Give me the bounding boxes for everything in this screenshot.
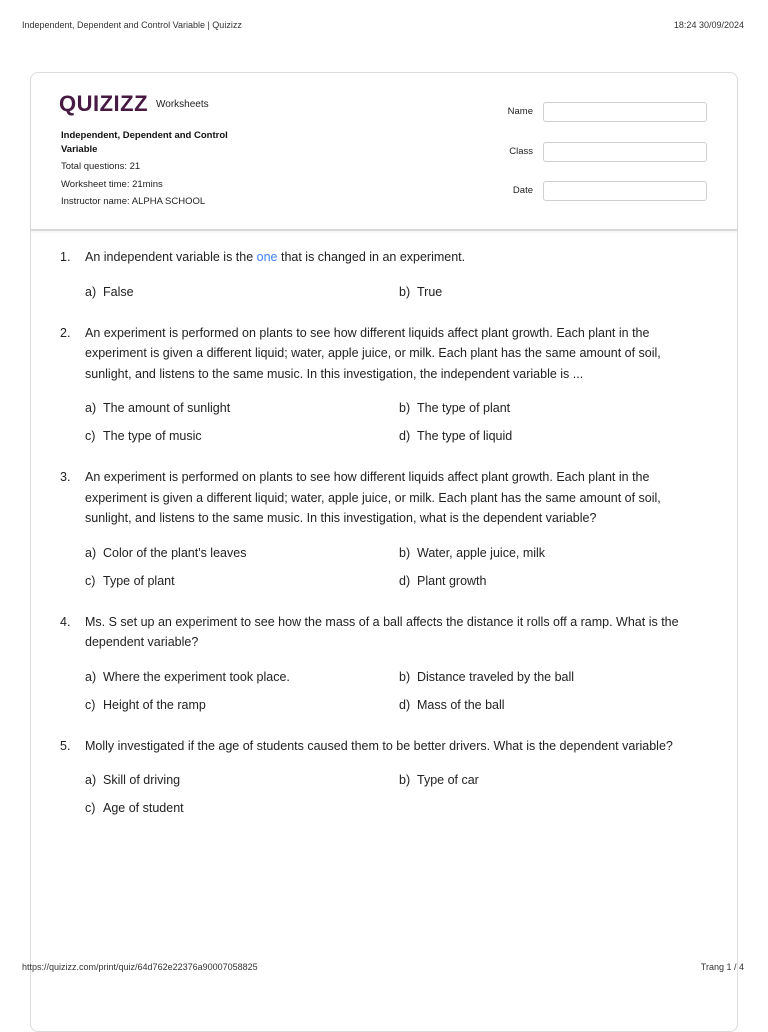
question-number: 1. [60,250,71,264]
option-letter: b) [399,401,411,415]
option-text: Age of student [103,801,184,815]
option-c [85,800,399,816]
question-text: An experiment is performed on plants to see how different liquids affect plant growth. Each plant in the experiment is given a different liquid; water, apple juice, or milk. Each plant has the same amount of soil, sunlight, and listens to the same music. In this investigation, what is the dependent variable? [85,470,661,525]
option-letter: a) [85,284,97,299]
option-text: The type of liquid [417,429,513,443]
option-text: False [103,284,134,299]
option-text: Skill of driving [103,773,181,787]
option-text: Plant growth [417,573,487,588]
quizizz-logo: QUIZIZZ [59,91,149,116]
option-letter: c) [85,801,96,815]
answer-options [85,400,680,444]
class-field[interactable] [543,142,707,162]
name-label: Name [507,106,533,117]
question-3 [60,470,680,589]
option-text: Water, apple juice, milk [417,545,546,560]
question-5 [60,739,680,817]
option-letter: a) [85,773,97,787]
option-text: The amount of sunlight [103,401,231,415]
question-number: 3. [60,470,71,484]
option-letter: b) [399,773,411,787]
option-letter: a) [85,401,97,415]
worksheets-label: Worksheets [156,99,209,110]
answer-options [85,284,680,300]
option-letter: a) [85,545,97,560]
option-letter: a) [85,669,97,684]
print-datetime: 18:24 30/09/2024 [673,20,744,30]
question-2 [60,326,680,445]
option-a [85,545,399,561]
option-b [399,400,699,416]
class-label: Class [509,146,533,157]
question-number: 5. [60,738,71,753]
option-text: The type of plant [417,401,511,415]
question-text-part: An independent variable is the [85,250,257,264]
question-text [85,247,680,268]
option-c [85,573,399,589]
option-text: The type of music [103,429,202,443]
option-b [399,284,699,300]
worksheet-header-card [31,73,737,231]
option-letter: b) [399,669,411,684]
option-letter: d) [399,697,411,712]
answer-options [85,772,680,816]
page-number: Trang 1 / 4 [700,962,744,972]
question-list [60,250,680,842]
name-field[interactable] [543,102,707,122]
option-text: Color of the plant's leaves [103,545,247,560]
instructor-name: Instructor name: ALPHA SCHOOL [61,196,206,207]
question-text: An experiment is performed on plants to see how different liquids affect plant growth. Each plant in the experiment is given a different liquid; water, apple juice, or milk. Each plant has the same amount of soil, sunlight, and listens to the same music. In this investigation, the independent variable is ... [85,325,661,381]
option-a [85,772,399,788]
print-header [22,20,744,32]
highlighted-word: one [256,250,278,264]
question-4 [60,615,680,713]
worksheet-title: Independent, Dependent and Control Variable [61,130,228,155]
print-footer [22,962,744,974]
option-b [399,772,699,788]
document-title: Independent, Dependent and Control Variable | Quizizz [22,20,242,30]
option-letter: d) [399,573,411,588]
option-d [399,573,699,589]
option-c [85,428,399,444]
option-letter: c) [85,697,96,712]
option-b [399,669,699,685]
question-text: Molly investigated if the age of students caused them to be better drivers. What is the dependent variable? [85,738,673,753]
option-letter: d) [399,429,411,443]
question-number: 4. [60,614,71,629]
question-1 [60,250,680,300]
answer-options [85,545,680,589]
option-b [399,545,699,561]
option-text: Distance traveled by the ball [417,669,575,684]
option-d [399,697,699,713]
question-number: 2. [60,325,71,340]
option-text: True [417,284,443,299]
option-letter: c) [85,573,96,588]
option-text: Where the experiment took place. [103,669,290,684]
question-text: Ms. S set up an experiment to see how the mass of a ball affects the distance it rolls off a ramp. What is the dependent variable? [85,614,679,649]
date-field[interactable] [543,181,707,201]
option-a [85,669,399,685]
total-questions: Total questions: 21 [61,161,141,172]
question-text-part: that is changed in an experiment. [277,250,466,264]
option-text: Type of plant [103,573,175,588]
answer-options [85,669,680,713]
page-url: https://quizizz.com/print/quiz/64d762e22376a90007058825 [22,962,258,972]
option-letter: b) [399,545,411,560]
option-a [85,284,399,300]
option-d [399,428,699,444]
worksheet-time: Worksheet time: 21mins [61,179,163,190]
option-c [85,697,399,713]
option-letter: b) [399,284,411,299]
date-label: Date [512,185,533,196]
option-text: Mass of the ball [417,697,505,712]
option-letter: c) [85,429,96,443]
option-text: Type of car [417,773,479,787]
option-text: Height of the ramp [103,697,206,712]
option-a [85,400,399,416]
